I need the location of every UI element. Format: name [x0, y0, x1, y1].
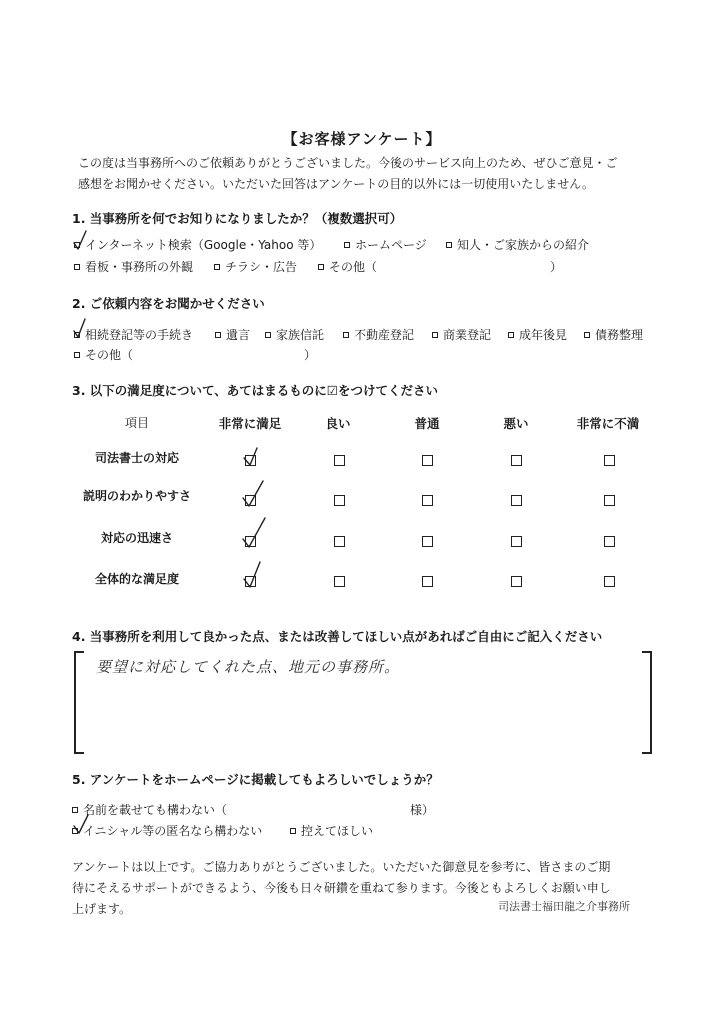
closing-line: アンケートは以上です。ご協力ありがとうございました。いただいた御意見を参考に、皆さまのご期: [72, 860, 611, 874]
option-label: その他（: [329, 260, 378, 274]
answer-bracket-left: [74, 651, 84, 754]
closing-line: 上げます。: [72, 902, 132, 916]
option-label: インターネット検索（Google・Yahoo 等）: [85, 238, 322, 252]
option-label: イニシャル等の匿名なら構わない: [83, 824, 263, 838]
answer-bracket-right: [642, 651, 652, 754]
option-label: 名前を載せても構わない（: [83, 803, 228, 817]
checkbox[interactable]: [72, 807, 78, 813]
checkbox[interactable]: [72, 828, 78, 834]
row-label: 説明のわかりやすさ: [82, 489, 191, 503]
option-label: その他（: [85, 348, 134, 362]
option-label: 商業登記: [443, 328, 492, 342]
page-title: 【お客様アンケート】: [282, 130, 442, 148]
option-label: 相続登記等の手続き: [85, 328, 194, 342]
column-header: 普通: [414, 416, 440, 431]
check-mark: [244, 448, 257, 465]
intro-line: この度は当事務所へのご依頼ありがとうございました。今後のサービス向上のため、ぜひご意見・ご: [78, 156, 618, 170]
intro-line: 感想をお聞かせください。いただいた回答はアンケートの目的以外には一切使用いたしません。: [78, 177, 595, 191]
q1-heading: 1. 当事務所を何でお知りになりましたか？（複数選択可）: [72, 211, 403, 226]
option-label: 不動産登記: [354, 328, 415, 342]
q1-other-close: ）: [550, 260, 563, 274]
check-mark: [74, 231, 86, 249]
office-name: 司法書士福田龍之介事務所: [498, 900, 630, 913]
checkbox[interactable]: [290, 828, 296, 834]
column-header: 非常に不満: [576, 416, 640, 431]
q2-other-close: ）: [304, 348, 317, 362]
row-label: 全体的な満足度: [94, 572, 179, 586]
row-label: 対応の迅速さ: [100, 531, 173, 545]
q5-option-name[interactable]: [72, 801, 227, 818]
option-label: 遺言: [226, 328, 251, 342]
q5-heading: 5. アンケートをホームページに掲載してもよろしいでしょうか？: [72, 772, 439, 787]
q5-name-suffix: 様）: [410, 803, 435, 817]
q4-heading: 4. 当事務所を利用して良かった点、または改善してほしい点があればご自由にご記入ください: [72, 629, 603, 644]
option-label: 控えてほしい: [301, 824, 374, 838]
option-label: 家族信託: [276, 328, 325, 342]
q2-heading: 2. ご依頼内容をお聞かせください: [72, 296, 265, 311]
check-mark: [243, 481, 263, 506]
option-label: 成年後見: [519, 328, 568, 342]
column-header: 悪い: [503, 416, 529, 431]
column-header: 良い: [325, 416, 351, 431]
handwritten-answer[interactable]: 要望に対応してくれた点、地元の事務所。: [96, 658, 401, 676]
option-label: 看板・事務所の外観: [85, 260, 194, 274]
column-header: 非常に満足: [218, 416, 282, 431]
option-label: 債務整理: [595, 328, 644, 342]
closing-line: 待にそえるサポートができるよう、今後も日々研鑽を重ねて参ります。今後ともよろしくお願い申し: [72, 881, 611, 895]
q5-option-initials[interactable]: [72, 822, 262, 839]
check-mark: [74, 319, 85, 337]
row-label: 司法書士の対応: [94, 451, 179, 465]
option-label: ホームページ: [355, 238, 427, 252]
item-column-header: 項目: [124, 416, 149, 430]
option-label: チラシ・広告: [225, 260, 298, 274]
option-label: 知人・ご家族からの紹介: [457, 238, 590, 252]
check-mark: [244, 562, 260, 587]
q5-option-decline[interactable]: [290, 822, 373, 839]
check-mark: [243, 518, 265, 547]
q3-heading: 3. 以下の満足度について、あてはまるものに☑をつけてください: [72, 383, 439, 398]
